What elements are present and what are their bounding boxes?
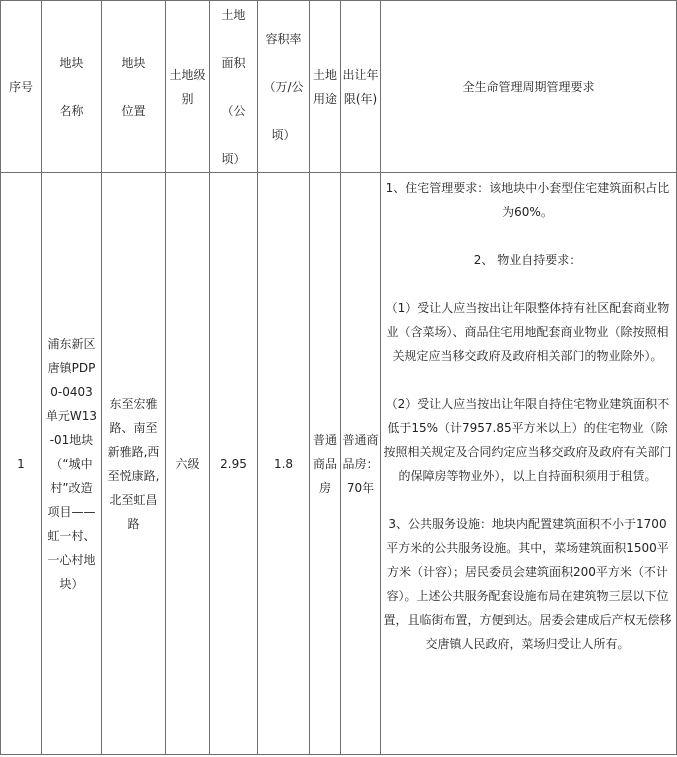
header-land-grade-text: 土地级别 [169,67,206,106]
cell-plot-location [102,173,166,755]
header-land-use [310,1,341,173]
cell-seq-text: 1 [17,456,25,471]
header-seq [1,1,42,173]
header-plot-location [102,1,166,173]
header-seq-text: 序号 [8,79,33,94]
cell-lease-term-text: 普通商品房：70年 [342,432,379,495]
cell-plot-location-text: 东至宏雅路、南至新雅路,西至悦康路,北至虹昌路 [107,396,160,531]
cell-seq [1,173,42,755]
header-area-text: 土地 面积 （公 顷） [221,7,246,166]
header-far [258,1,310,173]
requirement-public-facilities: 3、公共服务设施：地块内配置建筑面积不小于1700平方米的公共服务设施。其中，菜场建筑面积1500平方米（计容）；居民委员会建筑面积200平方米（不计容）。上述公共服务配套设施布局在建筑物三层以下位置，且临街布置，方便到达。居委会建成后产权无偿移交唐镇人民政府，菜场归受让人所有。 [383,517,672,651]
cell-far-text: 1.8 [273,456,294,471]
requirements-block [381,173,676,659]
header-land-grade [166,1,210,173]
cell-land-grade [166,173,210,755]
header-lease-term [341,1,381,173]
header-land-use-text: 土地用途 [312,67,337,106]
cell-plot-name-text: 浦东新区唐镇PDP0-0403单元W13-01地块（“城中村”改造项目——虹一村、一心村地块） [45,336,98,591]
header-area [210,1,258,173]
table-row [1,173,677,755]
cell-land-use-text: 普通商品房 [312,432,337,495]
header-plot-name [42,1,102,173]
requirement-self-hold-title: 2、 物业自持要求： [473,253,582,267]
requirement-self-hold-residential: （2）受让人应当按出让年限自持住宅物业建筑面积不低于15%（计7957.85平方米以上）的住宅物业（除按照相关规定及合同约定应当移交政府及政府有关部门的保障房等物业外），以上自持面积须用于租赁。 [383,397,672,483]
header-requirements-text: 全生命管理周期管理要求 [462,79,595,94]
header-far-text: 容积率 （万/公 顷） [263,31,304,142]
cell-land-grade-text: 六级 [175,456,200,471]
requirement-housing: 1、住宅管理要求：该地块中小套型住宅建筑面积占比为60%。 [385,181,670,219]
cell-far [258,173,310,755]
cell-plot-name [42,173,102,755]
cell-land-use [310,173,341,755]
cell-area [210,173,258,755]
header-row [1,1,677,173]
cell-requirements [381,173,677,755]
cell-area-text: 2.95 [220,456,247,471]
header-lease-term-text: 出让年限(年) [342,67,379,106]
cell-lease-term [341,173,381,755]
header-plot-name-text: 地块 名称 [59,55,84,118]
header-requirements [381,1,677,173]
requirement-self-hold-commercial: （1）受让人应当按出让年限整体持有社区配套商业物业（含菜场）、商品住宅用地配套商业物业（除按照相关规定应当移交政府及政府相关部门的物业除外）。 [385,301,670,363]
header-plot-location-text: 地块 位置 [121,55,146,118]
